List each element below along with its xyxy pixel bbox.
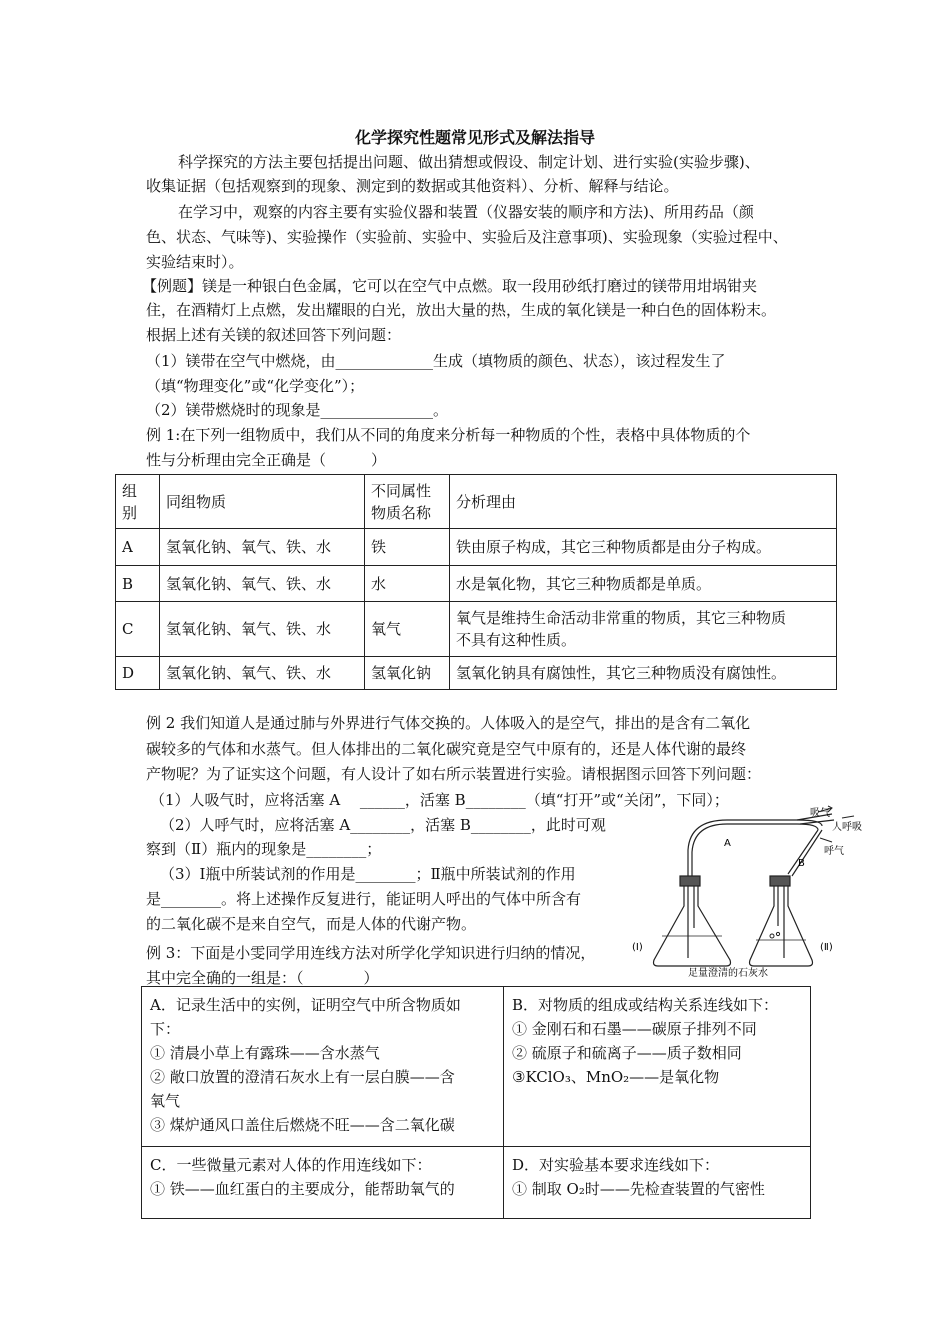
label-inhale: 吸气 <box>810 808 830 819</box>
table-cell: 水 <box>365 566 450 602</box>
table-cell: 氢氧化钠、氧气、铁、水 <box>160 566 365 602</box>
example0-line: 住，在酒精灯上点燃，发出耀眼的白光，放出大量的热，生成的氧化镁是一种白色的固体粉末。 <box>146 301 777 319</box>
table-cell: 氧气是维持生命活动非常重的物质，其它三种物质 不具有这种性质。 <box>450 602 837 657</box>
example2-line: 产物呢？为了证实这个问题，有人设计了如右所示装置进行实验。请根据图示回答下列问题： <box>146 765 762 783</box>
figure-caption: 足量澄清的石灰水 <box>688 968 768 979</box>
label-bottle-ii: (Ⅱ) <box>820 942 833 953</box>
example2-line: 的二氧化碳不是来自空气，而是人体的代谢产物。 <box>146 915 477 933</box>
table-cell: C <box>116 602 160 657</box>
intro-line: 科学探究的方法主要包括提出问题、做出猜想或假设、制定计划、进行实验(实验步骤)、 <box>178 153 760 171</box>
table-row <box>142 987 811 1147</box>
header-cell: 不同属性 物质名称 <box>365 475 450 529</box>
label-valve-b: B <box>798 858 805 869</box>
example1-line: 例 1:在下列一组物质中，我们从不同的角度来分析每一种物质的个性，表格中具体物质的个 <box>146 426 751 444</box>
intro-line: 实验结束时）。 <box>146 253 244 271</box>
table-cell: 铁 <box>365 529 450 566</box>
table-cell: 氧气 <box>365 602 450 657</box>
table-row <box>142 1147 811 1219</box>
example2-line: 例 2 我们知道人是通过肺与外界进行气体交换的。人体吸入的是空气，排出的是含有二氧化 <box>146 714 751 732</box>
table-row <box>116 566 837 602</box>
table-cell: 氢氧化钠具有腐蚀性，其它三种物质没有腐蚀性。 <box>450 657 837 690</box>
option-b-cell: B．对物质的组成或结构关系连线如下： ① 金刚石和石墨——碳原子排列不同 ② 硫原子和硫离子——质子数相同 ③KClO₃、MnO₂——是氧化物 <box>504 987 811 1147</box>
table-cell: B <box>116 566 160 602</box>
table-cell: 氢氧化钠、氧气、铁、水 <box>160 602 365 657</box>
table-row <box>116 657 837 690</box>
example2-line: 碳较多的气体和水蒸气。但人体排出的二氧化碳究竟是空气中原有的，还是人体代谢的最终 <box>146 740 747 758</box>
example1-line: 性与分析理由完全正确是（ ） <box>146 451 387 469</box>
table-cell: 氢氧化钠、氧气、铁、水 <box>160 529 365 566</box>
example0-line: （2）镁带燃烧时的现象是_______________。 <box>146 401 449 419</box>
label-exhale: 呼气 <box>824 846 844 857</box>
table-cell: 氢氧化钠、氧气、铁、水 <box>160 657 365 690</box>
stopper-i <box>680 876 700 886</box>
example3-line: 其中完全确的一组是：（ ） <box>146 969 379 987</box>
options-table <box>141 986 811 1219</box>
example2-line: （1）人吸气时，应将活塞 A ______，活塞 B________（填“打开”或“关闭”，下同）； <box>150 791 729 809</box>
label-valve-a: A <box>724 838 731 849</box>
example0-line: 根据上述有关镁的叙述回答下列问题： <box>146 326 402 344</box>
header-cell: 分析理由 <box>450 475 837 529</box>
table-header-row <box>116 475 837 529</box>
example0-line: 【例题】镁是一种银白色金属，它可以在空气中点燃。取一段用砂纸打磨过的镁带用坩埚钳夹 <box>142 277 758 295</box>
option-a-cell: A．记录生活中的实例，证明空气中所含物质如 下： ① 清晨小草上有露珠——含水蒸气 ② 敞口放置的澄清石灰水上有一层白膜——含 氧气 ③ 煤炉通风口盖住后燃烧不旺——含二氧化碳 <box>142 987 504 1147</box>
example2-line: 察到（Ⅱ）瓶内的现象是________； <box>146 840 382 858</box>
header-cell: 组 别 <box>116 475 160 529</box>
apparatus-figure <box>632 808 862 979</box>
example2-line: （2）人呼气时，应将活塞 A________，活塞 B________，此时可观 <box>160 816 606 834</box>
table-cell: A <box>116 529 160 566</box>
option-c-cell: C．一些微量元素对人体的作用连线如下： ① 铁——血红蛋白的主要成分，能帮助氧气的 <box>142 1147 504 1219</box>
intro-line: 色、状态、气味等)、实验操作（实验前、实验中、实验后及注意事项)、实验现象（实验过程中、 <box>146 228 788 246</box>
table-cell: D <box>116 657 160 690</box>
intro-line: 收集证据（包括观察到的现象、测定到的数据或其他资料）、分析、解释与结论。 <box>146 177 679 195</box>
example2-line: 是________。将上述操作反复进行，能证明人呼出的气体中所含有 <box>146 890 582 908</box>
table-row <box>116 602 837 657</box>
table-cell: 氢氧化钠 <box>365 657 450 690</box>
table-cell: 水是氧化物，其它三种物质都是单质。 <box>450 566 837 602</box>
intro-line: 在学习中，观察的内容主要有实验仪器和装置（仪器安装的顺序和方法)、所用药品（颜 <box>178 203 754 221</box>
example2-line: （3）Ⅰ瓶中所装试剂的作用是________；Ⅱ瓶中所装试剂的作用 <box>160 865 576 883</box>
comparison-table <box>115 474 837 690</box>
table-row <box>116 529 837 566</box>
doc-title: 化学探究性题常见形式及解法指导 <box>354 128 595 147</box>
label-bottle-i: (Ⅰ) <box>632 942 643 953</box>
stopper-ii <box>770 876 790 886</box>
label-person: 人呼吸 <box>832 822 862 833</box>
example0-line: （填“物理变化”或“化学变化”）； <box>146 377 365 395</box>
example0-line: （1）镁带在空气中燃烧，由_____________生成（填物质的颜色、状态），该过程发生了 <box>146 352 726 370</box>
table-cell: 铁由原子构成，其它三种物质都是由分子构成。 <box>450 529 837 566</box>
option-d-cell: D．对实验基本要求连线如下： ① 制取 O₂时——先检查装置的气密性 <box>504 1147 811 1219</box>
header-cell: 同组物质 <box>160 475 365 529</box>
example3-line: 例 3：下面是小雯同学用连线方法对所学化学知识进行归纳的情况， <box>146 944 596 962</box>
